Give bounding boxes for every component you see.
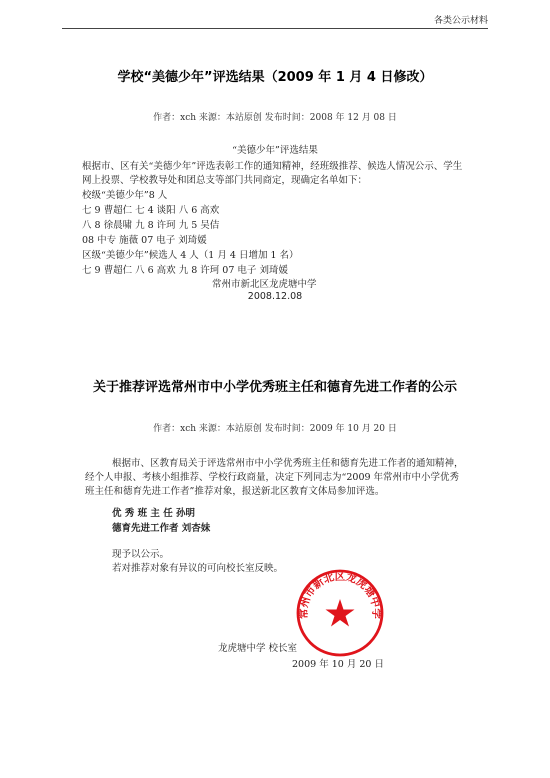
section1-subtitle: “美德少年”评选结果 xyxy=(232,145,318,156)
school-seal-stamp xyxy=(295,568,385,658)
section2-paragraph-line1: 根据市、区教育局关于评选常州市中小学优秀班主任和德育先进工作者的通知精神， xyxy=(112,458,464,469)
section2-signature: 龙虎塘中学 校长室 xyxy=(218,643,298,654)
section1-paragraph-line1: 根据市、区有关“美德少年”评选表彰工作的通知精神，经班级推荐、候选人情况公示、学生 xyxy=(82,161,463,172)
school-award-label: 校级“美德少年”8 人 xyxy=(82,190,168,201)
section2-paragraph-line2: 经个人申报、考核小组推荐、学校行政商量，决定下列同志为“2009 年常州市中小学优秀 xyxy=(85,472,460,483)
notice-line-2: 若对推荐对象有异议的可向校长室反映。 xyxy=(112,563,284,574)
section1-date: 2008.12.08 xyxy=(247,291,303,302)
section1-title: 学校“美德少年”评选结果（2009 年 1 月 4 日修改） xyxy=(117,70,433,85)
award-moral-educator: 德育先进工作者 刘杏妹 xyxy=(112,523,211,534)
award-head-teacher: 优 秀 班 主 任 孙明 xyxy=(112,508,196,519)
notice-line-1: 现予以公示。 xyxy=(112,549,170,560)
school-award-row-2: 八 8 徐晨啸 九 8 许珂 九 5 吴佶 xyxy=(82,220,220,231)
section1-paragraph-line2: 网上投票、学校教导处和团总支等部门共同商定，现确定名单如下： xyxy=(82,175,368,186)
header-label: 各类公示材料 xyxy=(433,16,488,26)
district-candidate-label: 区级“美德少年”候选人 4 人（1 月 4 日增加 1 名） xyxy=(82,250,299,261)
district-candidate-row: 七 9 曹超仁 八 6 高欢 九 8 许珂 07 电子 刘琦媛 xyxy=(82,265,288,276)
section1-signature: 常州市新北区龙虎塘中学 xyxy=(212,279,317,290)
section2-date: 2009 年 10 月 20 日 xyxy=(292,659,384,670)
school-award-row-3: 08 中专 施薇 07 电子 刘琦媛 xyxy=(82,235,207,246)
section2-paragraph-line3: 班主任和德育先进工作者”推荐对象，报送新北区教育文体局参加评选。 xyxy=(85,486,385,497)
section1-meta: 作者：xch 来源：本站原创 发布时间：2008 年 12 月 08 日 xyxy=(153,113,397,123)
school-award-row-1: 七 9 曹超仁 七 4 谈阳 八 6 高欢 xyxy=(82,205,220,216)
seal-lettering: 常州市新北区龙虎塘中学 xyxy=(297,570,383,620)
seal-star xyxy=(326,599,355,627)
section2-title: 关于推荐评选常州市中小学优秀班主任和德育先进工作者的公示 xyxy=(92,380,457,395)
section2-meta: 作者：xch 来源：本站原创 发布时间：2009 年 10 月 20 日 xyxy=(153,424,397,434)
header-divider xyxy=(62,28,488,29)
